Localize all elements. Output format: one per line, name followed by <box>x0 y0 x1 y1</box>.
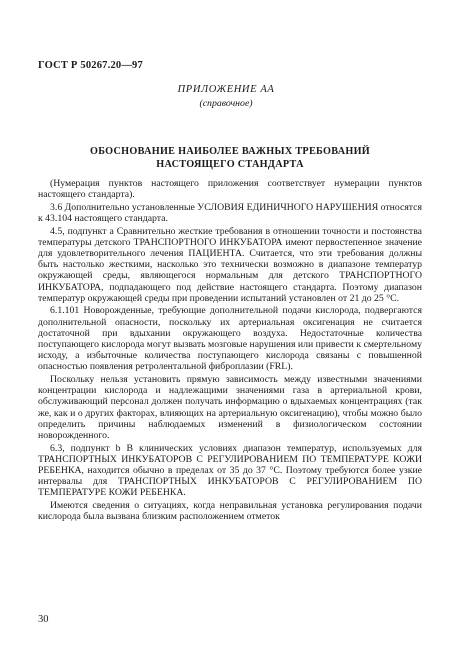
standard-code: ГОСТ Р 50267.20—97 <box>38 60 143 71</box>
paragraph: Поскольку нельзя установить прямую зависимость между известными значениями концентрации кислорода и надлежащими значениями газа в артериальной крови, обслуживающий персонал должен получать информацию о вдыхаемых концентрациях (так же, как и о других факторах, влияющих на артериальную оксигенацию), чтобы можно было определить причины наблюдаемых изменений в физиологическом состоянии новорожденного. <box>38 374 422 442</box>
section-title-line2: НАСТОЯЩЕГО СТАНДАРТА <box>156 159 304 170</box>
appendix-subtitle: (справочное) <box>199 98 253 109</box>
section-title-line1: ОБОСНОВАНИЕ НАИБОЛЕЕ ВАЖНЫХ ТРЕБОВАНИЙ <box>89 146 371 157</box>
body-text <box>38 178 422 524</box>
paragraph: 6.1.101 Новорожденные, требующие дополнительной подачи кислорода, подвергаются дополнительной опасности, поскольку их артериальная оксигенация не считается достаточной при вдыхании окружающего воздуха. Недостаточные количества поступающего кислорода могут вызвать мозговые нарушения или привести к смертельному исходу, а избыточные количества поступающего кислорода связаны с повышенной опасностью появления ретролентальной фиброплазии (FRL). <box>38 305 422 373</box>
paragraph: 4.5, подпункт а Сравнительно жесткие требования в отношении точности и постоянства температуры детского ТРАНСПОРТНОГО ИНКУБАТОРА имеют первостепенное значение для удовлетворительного лечения ПАЦИЕНТА. Считается, что эти требования должны быть настолько жесткими, насколько это технически возможно в диапазоне температур окружающей среды, являющегося нормальным для детского ТРАНСПОРТНОГО ИНКУБАТОРА, подпадающего под действие настоящего стандарта. Поэтому диапазон температур окружающей среды при проведении испытаний установлен от 21 до 25 °С. <box>38 225 422 304</box>
paragraph: 3.6 Дополнительно установленные УСЛОВИЯ ЕДИНИЧНОГО НАРУШЕНИЯ относятся к 43.104 настоящего стандарта. <box>38 201 422 224</box>
paragraph: Имеются сведения о ситуациях, когда неправильная установка регулирования подачи кислорода была вызвана близким расположением отметок <box>38 500 422 523</box>
appendix-title: ПРИЛОЖЕНИЕ АА <box>177 84 275 95</box>
section-title <box>40 145 420 171</box>
page-number: 30 <box>38 614 49 625</box>
paragraph: (Нумерация пунктов настоящего приложения соответствует нумерации пунктов настоящего стандарта). <box>38 178 422 201</box>
paragraph: 6.3, подпункт b В клинических условиях диапазон температур, используемых для ТРАНСПОРТНЫХ ИНКУБАТОРОВ С РЕГУЛИРОВАНИЕМ ПО ТЕМПЕРАТУРЕ КОЖИ РЕБЕНКА, находится обычно в пределах от 35 до 37 °С. Поэтому требуются более узкие интервалы для ТРАНСПОРТНЫХ ИНКУБАТОРОВ С РЕГУЛИРОВАНИЕМ ПО ТЕМПЕРАТУРЕ КОЖИ РЕБЕНКА. <box>38 442 422 499</box>
